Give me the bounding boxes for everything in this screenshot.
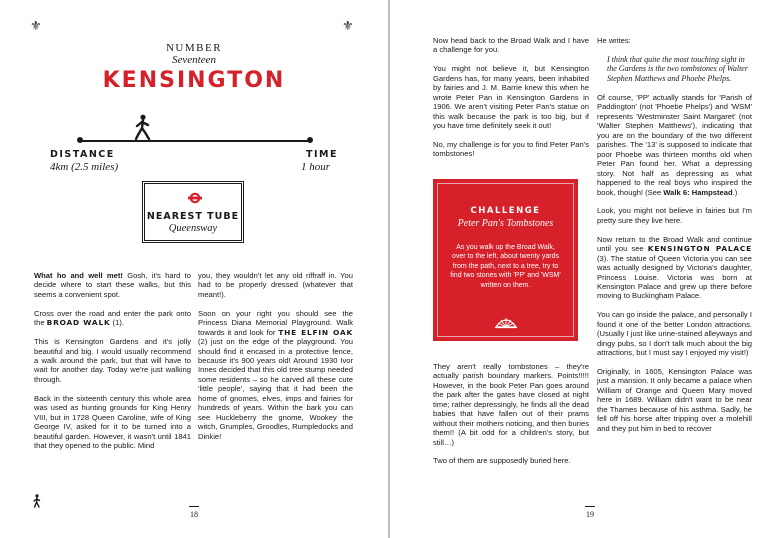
paragraph: Look, you might not believe in fairies but I'm pretty sure they live here. xyxy=(597,206,752,225)
left-column-1 xyxy=(34,271,191,460)
walk-title: KENSINGTON xyxy=(102,68,286,93)
walk-reference: Walk 6: Hampstead xyxy=(663,187,733,197)
nearest-tube-station: Queensway xyxy=(168,223,218,234)
paragraph: Now head back to the Broad Walk and I have a challenge for you. xyxy=(433,36,589,55)
paragraph: He writes: xyxy=(597,36,631,45)
paragraph: Back in the sixteenth century this whole area was used as hunting grounds for King Henry VIII, but in 1728 Queen Caroline, wife of King George IV, asked for it to be turned into a beautiful garden. However, it wasn't until 1841 that they opened to the public. Mind xyxy=(34,393,191,450)
paragraph-text: Cross over the road and enter the park onto the xyxy=(34,308,191,328)
paragraph-text: .) xyxy=(732,187,738,197)
tube-roundel-icon xyxy=(188,192,202,204)
distance-label: DISTANCE xyxy=(50,149,115,160)
time-label: TIME xyxy=(306,149,338,160)
paragraph-text: (2) just on the edge of the playground. You should find it encased in a protective fence, because it's 900 years old! Around 1930 Ivor Innes decided that this old tree stump needed some residents – so he carved all these cute 'little people', saying that it had been the home of gnomes, elves, imps and fairies for hundreds of years. Within the bark you can see Huckleberry the gnome, Wookey the witch, Grumples, Groodles, Rumpledocks and Dinkie! xyxy=(198,337,353,441)
paragraph: Originally, in 1605, Kensington Palace was just a mansion. It only became a palace when William of Orange and Queen Mary moved here in 1689. William didn't want to be near the Thames because of his asthma. Sadly, he fell off his horse after tripping over a molehill and they put him in bed to recover xyxy=(597,366,752,433)
paragraph-text: Now return to the Broad Walk and continue until you see xyxy=(597,234,752,254)
quote: I think that quite the most touching sight in the Gardens is the two tombstones of Walter Stephen Matthews and Phoebe Phelps. xyxy=(607,54,748,84)
paragraph: You can go inside the palace, and personally I found it one of the better London attractions. (Usually I just like urine-stained alleyways and dingy pubs, so I don't talk much about the big attractions, but I must say I enjoyed my visit!) xyxy=(597,310,752,358)
paragraph: Two of them are supposedly buried here. xyxy=(433,456,571,466)
shell-ornament-icon xyxy=(494,315,518,329)
lead-in: What ho and well met! xyxy=(34,271,123,280)
walk-number-label: NUMBER xyxy=(165,42,223,54)
challenge-box xyxy=(433,179,578,341)
paragraph-text: Soon on your right you should see the Princess Diana Memorial Playground. Walk towards it and look for xyxy=(198,308,353,337)
time-value: 1 hour xyxy=(300,161,330,173)
left-column-2 xyxy=(198,271,353,450)
paragraph: you, they wouldn't let any old riffraff in. You had to be properly dressed (whatever that meant!). xyxy=(198,271,353,299)
paragraph-text: Of course, 'PP' actually stands for 'Parish of Paddington' (not 'Phoebe Phelps') and 'WSM' represents 'Westminster Saint Margaret' (not 'Walter Stephen Matthews'), indicating that you are on the boundary of the two different parishes. The '13' is supposed to indicate that poor Phoebe was thirteen months old when Peter Pan found her. What a depressing story. Not half as depressing as what happened to the real boys who inspired the book, though! (See xyxy=(597,93,752,197)
nearest-tube-box xyxy=(142,181,244,243)
paragraph-text: (1). xyxy=(110,318,124,328)
paragraph xyxy=(597,93,752,197)
page-number: 19 xyxy=(580,506,600,519)
challenge-body: As you walk up the Broad Walk, over to the left, about twenty yards from the path, next to a tree, try to find two stones with 'PP' and 'WSM' written on them. xyxy=(450,244,561,289)
distance-value: 4km (2.5 miles) xyxy=(50,161,119,173)
route-line xyxy=(79,140,311,142)
walking-man-icon xyxy=(32,494,42,508)
place-name: THE ELFIN OAK xyxy=(278,327,353,337)
paragraph xyxy=(198,309,353,441)
page-number: 18 xyxy=(184,506,204,519)
paragraph-text: (3). The statue of Queen Victoria you can see was actually designed by Victoria's daughter, Princess Louise. Victoria was born at Kensington Palace and grew up there before moving to Buckingham Palace. xyxy=(597,253,752,301)
nearest-tube-label: NEAREST TUBE xyxy=(146,211,240,222)
challenge-title: CHALLENGE xyxy=(470,206,541,216)
paragraph xyxy=(34,271,191,299)
left-page xyxy=(0,0,388,538)
right-column-2 xyxy=(597,36,752,442)
right-column-1-lower xyxy=(433,362,589,475)
paragraph xyxy=(34,309,191,328)
route-start-dot xyxy=(77,137,83,143)
paragraph: This is Kensington Gardens and it's jolly beautiful and big. I would usually recommend a walk around the park, but that will have to wait for another day. Today we're just walking through. xyxy=(34,337,191,384)
challenge-subtitle: Peter Pan's Tombstones xyxy=(457,218,554,229)
walking-man-icon xyxy=(132,114,154,140)
place-name: KENSINGTON PALACE xyxy=(647,244,753,254)
challenge-frame xyxy=(437,183,574,337)
right-column-1 xyxy=(433,36,589,168)
fleuron-ornament-icon: ⚜ xyxy=(342,19,354,34)
place-name: BROAD WALK xyxy=(46,318,111,328)
paragraph-text: Gosh, it's hard to decide where to start these walks, but this seems a convenient spot. xyxy=(34,271,191,299)
fleuron-ornament-icon: ⚜ xyxy=(30,19,42,34)
paragraph: You might not believe it, but Kensington Gardens has, for many years, been inhabited by fairies and J. M. Barrie knew this when he wrote Peter Pan in Kensington Gardens in 1906. We aren't visiting Peter Pan's statue on this walk because the park is too big, but if you have time definitely seek it out! xyxy=(433,64,589,131)
walk-number-word: Seventeen xyxy=(172,54,216,66)
paragraph xyxy=(597,235,752,301)
paragraph: No, my challenge is for you to find Peter Pan's tombstones! xyxy=(433,139,589,159)
route-end-dot xyxy=(307,137,313,143)
paragraph: They aren't really tombstones – they're actually parish boundary markers. Points!!!!! However, in the book Peter Pan goes around the park after the gates have closed at night time; rather depressingly, he finds all the dead babies that have fallen out of their prams without their mothers noticing, and then buries them!! (A bit odd for a children's story, but still…) xyxy=(433,362,589,447)
